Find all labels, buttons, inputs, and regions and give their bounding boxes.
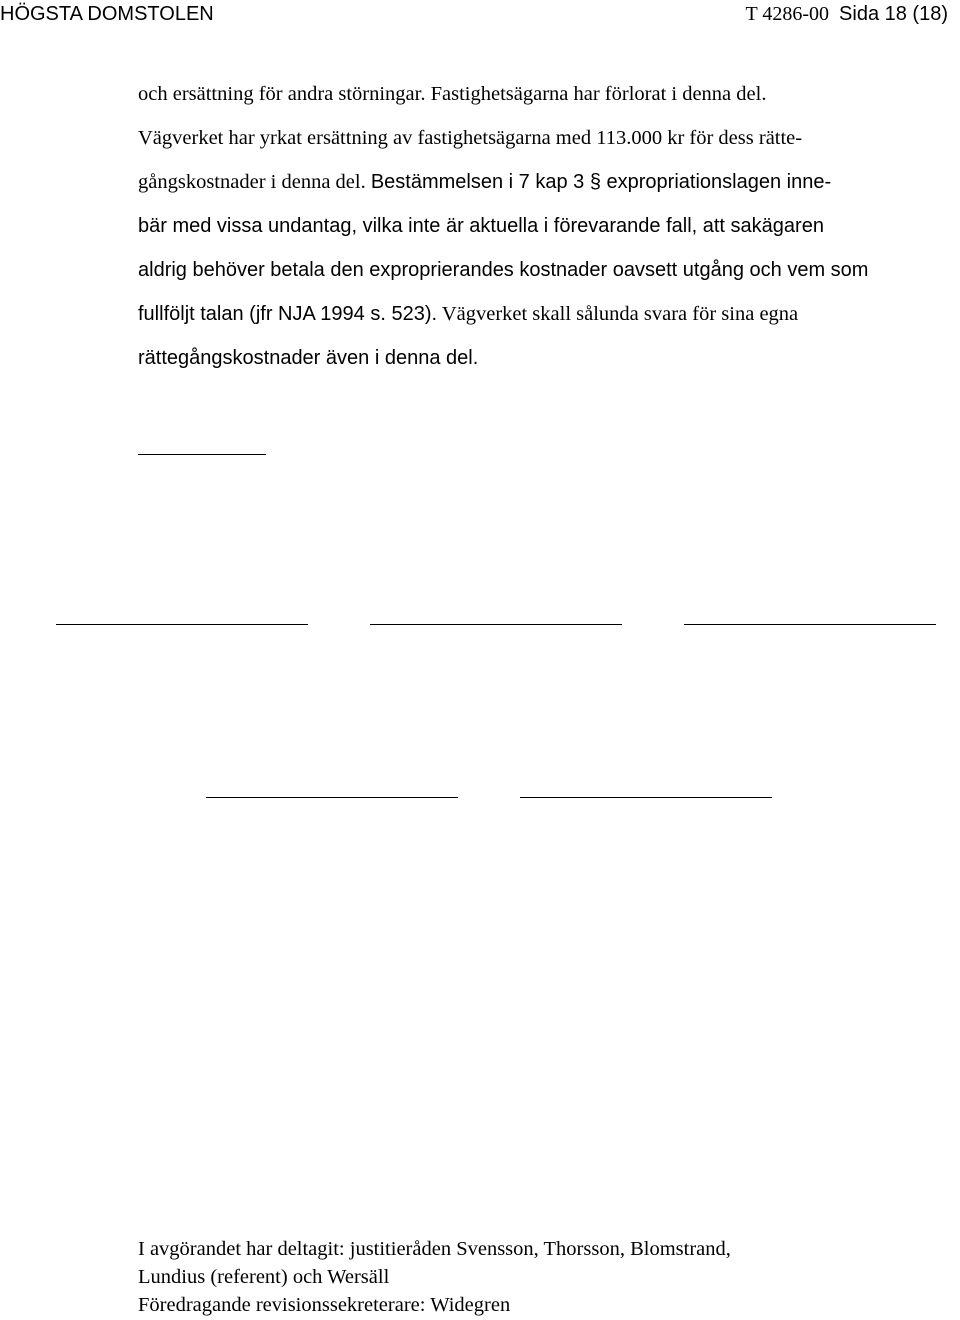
- case-number: T 4286-00: [745, 3, 830, 25]
- footer-participants: I avgörandet har deltagit: justitieråden Svensson, Thorsson, Blomstrand,: [138, 1238, 731, 1260]
- page-number: Sida 18 (18): [839, 3, 948, 25]
- signature-line: [520, 797, 772, 798]
- footer-participants-cont: Lundius (referent) och Wersäll: [138, 1266, 390, 1288]
- body-line-2: Vägverket har yrkat ersättning av fastighetsägarna med 113.000 kr för dess rätte-: [138, 127, 803, 149]
- body-line-3a: gångskostnader i denna del.: [138, 171, 366, 193]
- signature-line: [370, 624, 622, 625]
- section-separator: [138, 454, 266, 455]
- signature-line: [684, 624, 936, 625]
- body-line-4: bär med vissa undantag, vilka inte är aktuella i förevarande fall, att sakägaren: [138, 215, 824, 237]
- body-line-5: aldrig behöver betala den exproprierandes kostnader oavsett utgång och vem som: [138, 259, 869, 281]
- body-line-6b: Vägverket skall sålunda svara för sina egna: [441, 303, 799, 325]
- body-line-7: rättegångskostnader även i denna del.: [138, 347, 479, 369]
- body-line-3b: Bestämmelsen i 7 kap 3 § expropriationslagen inne-: [370, 171, 832, 193]
- body-line-6: [138, 302, 798, 326]
- body-line-6a: fullföljt talan (jfr NJA 1994 s. 523).: [138, 303, 438, 325]
- court-name: HÖGSTA DOMSTOLEN: [0, 3, 214, 25]
- footer-rapporteur: Föredragande revisionssekreterare: Widegren: [138, 1294, 511, 1316]
- body-line-1: och ersättning för andra störningar. Fastighetsägarna har förlorat i denna del.: [138, 83, 767, 105]
- body-line-3: [138, 170, 831, 194]
- signature-line: [56, 624, 308, 625]
- page-reference: [746, 2, 948, 26]
- signature-line: [206, 797, 458, 798]
